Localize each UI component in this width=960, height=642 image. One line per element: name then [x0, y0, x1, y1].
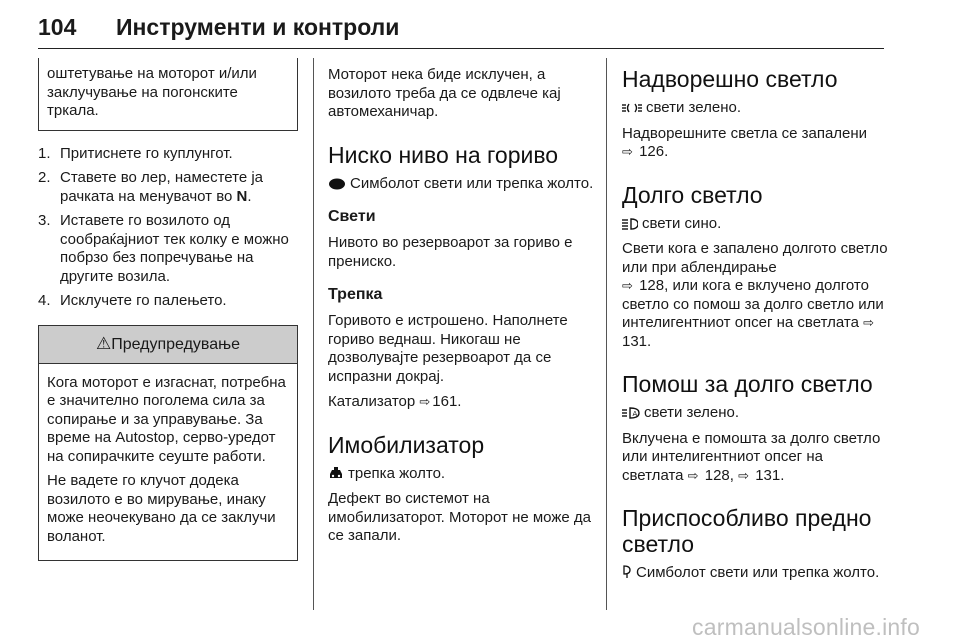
header-rule: [38, 48, 884, 49]
step-number: 3.: [38, 212, 51, 229]
on-text: Нивото во резервоарот за гориво е прениско.: [328, 234, 573, 270]
column-divider-1: [313, 58, 314, 610]
list-item: [38, 212, 298, 286]
high-desc: свети сино.: [642, 214, 722, 232]
high-beam-icon: [622, 218, 638, 230]
step-text: Исклучете го палењето.: [60, 292, 227, 309]
assist-page-2: 131.: [755, 466, 785, 484]
column-1: [38, 58, 298, 561]
assist-status: [622, 404, 888, 423]
immo-text: Дефект во системот на имобилизаторот. Моторот не може да се запали.: [328, 490, 591, 544]
cross-reference-icon: ⇨: [622, 278, 633, 293]
watermark: carmanualsonline.info: [692, 614, 920, 640]
exterior-body: Надворешните светла се запалени: [622, 124, 868, 142]
svg-text:A: A: [632, 410, 638, 418]
column-divider-2: [606, 58, 607, 610]
side-light-icon: [622, 102, 642, 114]
catalyst-page: 161.: [432, 393, 462, 410]
cross-reference-icon: ⇨: [419, 394, 431, 409]
page-number: 104: [38, 14, 77, 40]
heading-exterior-light: Надворешно светло: [622, 66, 838, 92]
step-text: Притиснете го куплунгот.: [60, 144, 233, 162]
warning-triangle-icon: ⚠: [95, 333, 112, 353]
intro-text: Моторот нека биде исклучен, а возилото треба да се одвлече кај автомеханичар.: [328, 66, 561, 120]
step-text: .: [247, 187, 252, 205]
high-status: [622, 215, 888, 234]
heading-on: Свети: [328, 208, 376, 225]
cross-reference-icon: ⇨: [687, 467, 699, 483]
heading-adaptive-forward-light: Приспособливо предно светло: [622, 505, 872, 557]
assist-page-1: 128,: [704, 466, 734, 484]
catalyst-label: Катализатор: [328, 393, 416, 410]
immo-desc: трепка жолто.: [348, 464, 446, 482]
heading-high-beam: Долго светло: [622, 181, 763, 208]
assist-body: Вклучена е помошта за долго светло или интелигентниот опсег на светлата: [622, 429, 881, 484]
warning-paragraph: Кога моторот е изгаснат, потребна е значително поголема сила за сопирање и за управување. За време на Autostop, серво-уредот на сопирачките сеуште работи.: [47, 373, 286, 465]
afl-text: [622, 564, 888, 583]
continued-warning-box: [38, 58, 298, 131]
catalyst-ref: [328, 393, 594, 412]
column-3: [622, 66, 888, 583]
gear-neutral: N: [236, 187, 248, 205]
heading-immobiliser: Имобилизатор: [328, 431, 485, 458]
high-page: 131.: [622, 332, 652, 350]
blink-text: Горивото е истрошено. Наполнете гориво веднаш. Никогаш не дозволувајте резервоарот да се испразни докрај.: [328, 312, 568, 385]
step-text: Иставете го возилото од сообраќајниот тек колку е можно побрзо без попречување на другите возила.: [60, 212, 289, 285]
afl-desc: Симболот свети или трепка жолто.: [636, 564, 880, 581]
steps-list: [38, 145, 298, 311]
step-number: 2.: [38, 169, 51, 186]
warning-title: Предупредување: [111, 335, 241, 353]
list-item: [38, 169, 298, 206]
exterior-page: 126.: [639, 143, 669, 160]
column-2: [328, 66, 594, 546]
adaptive-light-icon: [622, 565, 632, 579]
step-number: 4.: [38, 292, 51, 309]
exterior-desc: свети зелено.: [646, 99, 742, 116]
warning-paragraph: Не вадете го клучот додека возилото е во мирување, инаку може неочекувано да се заклучи воланот.: [47, 472, 276, 545]
step-number: 1.: [38, 144, 51, 162]
assist-desc: свети зелено.: [644, 404, 740, 421]
immo-status: [328, 465, 594, 484]
assist-text: [622, 430, 888, 486]
page-title: Инструменти и контроли: [116, 14, 400, 40]
box-text: оштетување на моторот и/или заклучување на погонските тркала.: [47, 65, 257, 119]
car-key-icon: [328, 467, 344, 480]
heading-low-fuel: Ниско ниво на гориво: [328, 141, 559, 168]
high-text: [622, 240, 888, 351]
warning-body: [39, 364, 297, 561]
list-item: [38, 292, 298, 311]
cross-reference-icon: ⇨: [738, 467, 750, 483]
fuel-desc: Симболот свети или трепка жолто.: [350, 174, 594, 192]
high-body-2: 128, или кога е вклучено долгото светло со помош за долго светло или интелигентниот опсег на светлата: [622, 277, 884, 331]
exterior-status: [622, 99, 888, 118]
cross-reference-icon: ⇨: [622, 144, 633, 159]
fuel-text: [328, 175, 594, 194]
warning-box: [38, 325, 298, 562]
fuel-indicator-icon: [328, 178, 346, 190]
heading-blink: Трепка: [328, 286, 383, 303]
step-text: Ставете во лер, наместете ја рачката на менувачот во: [60, 169, 264, 205]
high-beam-assist-icon: [622, 407, 640, 419]
list-item: [38, 145, 298, 164]
warning-header: [39, 326, 297, 364]
exterior-text: [622, 125, 888, 162]
heading-high-beam-assist: Помош за долго светло: [622, 371, 873, 397]
high-body: Свети кога е запалено долгото светло или при аблендирање: [622, 240, 888, 276]
cross-reference-icon: ⇨: [863, 315, 875, 330]
